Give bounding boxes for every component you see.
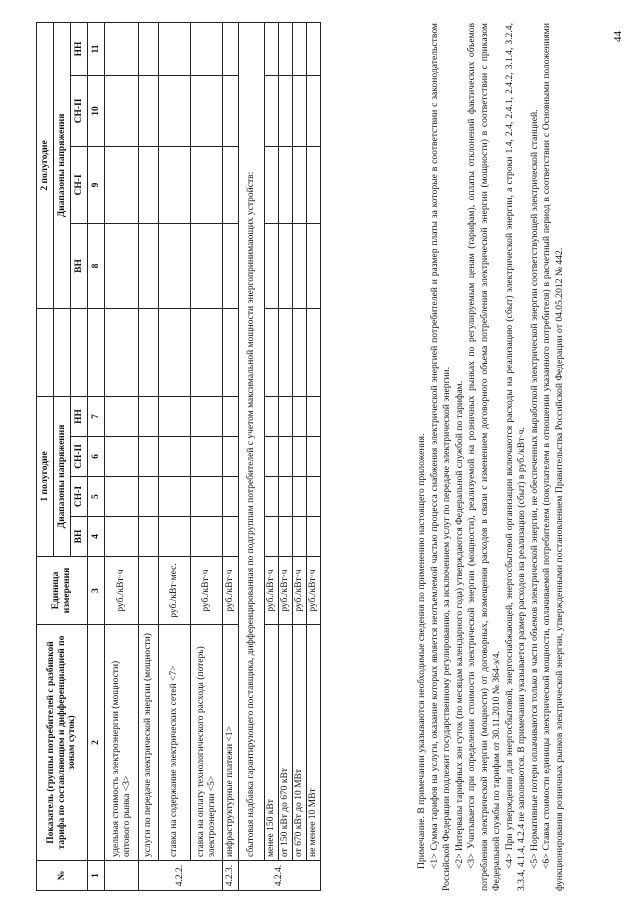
table-row <box>279 22 293 890</box>
table-row <box>191 22 223 890</box>
column-number: 4 <box>88 517 105 557</box>
header-voltage: СН-I <box>71 146 88 223</box>
column-number: 5 <box>88 477 105 517</box>
header-voltage: ВН <box>71 517 88 557</box>
row-indicator: от 670 кВт до 10 МВт <box>293 625 307 861</box>
column-number: 8 <box>88 223 105 308</box>
row-unit: руб./кВт·мес. <box>159 557 191 625</box>
table-row <box>139 22 159 890</box>
header-voltage: НН <box>71 396 88 436</box>
column-number: 2 <box>88 625 105 861</box>
row-number: 4.2.3. <box>223 861 239 891</box>
table-row <box>159 22 191 890</box>
column-number: 11 <box>88 22 105 75</box>
row-indicator: удельная стоимость электроэнергии (мощности) оптового рынка <3> <box>105 625 139 861</box>
column-number: 10 <box>88 75 105 146</box>
header-voltage: НН <box>71 22 88 75</box>
table-row <box>265 22 279 890</box>
note-paragraph: Примечание. В примечании указываются необходимые сведения по применению настоящего приложения. <box>416 433 427 869</box>
note-paragraph: <5> Нормативные потери оплачиваются только в части объемов электрической энергии, не обеспеченных выработкой электрической энергии соответствующей электрической станцией. <box>528 109 540 869</box>
table-row <box>239 22 265 890</box>
row-number: 4.2.4. <box>239 861 321 891</box>
table-row <box>105 22 139 890</box>
row-unit: руб./кВт·ч <box>265 557 279 625</box>
header-voltage-ranges-1: Диапазоны напряжения <box>54 396 71 556</box>
header-half1: 1 полугодие <box>37 396 54 556</box>
table-row <box>223 22 239 890</box>
table-row <box>293 22 307 890</box>
row-unit: руб./кВт·ч <box>279 557 293 625</box>
row-unit <box>139 557 159 625</box>
header-half2: 2 полугодие <box>37 22 54 308</box>
table-row <box>307 22 321 890</box>
header-voltage: СН-II <box>71 75 88 146</box>
header-indicator: Показатель (группы потребителей с разбивкой тарифа по составляющим и дифференциацией по зонам суток) <box>37 625 88 861</box>
row-unit: руб./кВт·ч <box>293 557 307 625</box>
header-voltage: СН-I <box>71 477 88 517</box>
row-indicator: ставка на оплату технологического расхода (потерь) электроэнергии <5> <box>191 625 223 861</box>
row-unit: руб./кВт·ч <box>105 557 139 625</box>
row-indicator: услуги по передаче электрической энергии (мощности) <box>139 625 159 861</box>
row-number: 4.2.2. <box>139 861 223 891</box>
note-paragraph: <6> Ставка стоимости единицы электрической мощности, оплачиваемой потребителем (покупателем в отношении указанного потребителя) в расчетный период в соответствии с Основными положениями функционирования розничных рынков электрической энергии, утвержденными постановлением Правительства Российской Федерации от 04.05.2012 № 442. <box>541 23 565 891</box>
header-voltage: СН-II <box>71 437 88 477</box>
row-indicator: от 150 кВт до 670 кВт <box>279 625 293 861</box>
row-unit: руб./кВт·ч <box>191 557 223 625</box>
note-paragraph: <1> Сумма тарифов на услуги, оказание которых является неотъемлемой частью процесса снабжения электрической энергией потребителей и размер платы за которые в соответствии с законодательством Российской Федерации подлежит государственному регулированию, за исключением услуг по передаче электрической энергии. <box>428 23 452 891</box>
note-paragraph: <4> При утверждении для энергосбытовой, энергоснабжающей, энергосбытовой организации включаются расходы на реализацию (сбыт) электрической энергии, а строки 1.4, 2.4, 2.4.1, 2.4.2, 3.1.4, 3.2.4, 3.3.4, 4.1.4, 4.2.4 не заполняются. В примечании указывается размер расходов на реализацию (сбыт) в руб./кВт·ч. <box>503 23 527 891</box>
row-indicator: ставка на содержание электрических сетей <7> <box>159 625 191 861</box>
header-unit: Единица измерения <box>37 557 88 625</box>
header-no: № <box>37 861 88 891</box>
column-number: 7 <box>88 396 105 436</box>
header-voltage: ВН <box>71 223 88 308</box>
note-paragraph: <2> Интервалы тарифных зон суток (по месяцам календарного года) утверждаются Федеральной службой по тарифам. <box>453 380 465 869</box>
column-number: 1 <box>88 861 105 891</box>
column-number: 6 <box>88 437 105 477</box>
page-number: 44 <box>612 31 624 42</box>
row-indicator: сбытовая надбавка гарантирующего поставщика, дифференцированная по подгруппам потребителей с учетом максимальной мощности энергопринимающих устройств: <box>239 22 265 860</box>
tariff-table <box>36 22 321 891</box>
row-indicator: менее 150 кВт <box>265 625 279 861</box>
column-number: 3 <box>88 557 105 625</box>
column-number: 9 <box>88 146 105 223</box>
footnotes <box>416 23 566 891</box>
row-unit: руб./кВт·ч <box>307 557 321 625</box>
row-unit: руб./кВт·ч <box>223 557 239 625</box>
note-paragraph: <3> Учитывается при определении стоимости электрической энергии (мощности), реализуемой на розничных рынках по регулируемым ценам (тарифам), оплаты отклонений фактических объемов потребления электрической энергии (мощности) от договорных, возмещения расходов в связи с изменением договорного объема потребления электрической энергии (мощности) в соответствии с приказом Федеральной службы по тарифам от 30.11.2010 № 364-э/4. <box>466 23 502 891</box>
row-indicator: не менее 10 МВт <box>307 625 321 861</box>
row-indicator: инфраструктурные платежи <1> <box>223 625 239 861</box>
header-voltage-ranges-2: Диапазоны напряжения <box>54 22 71 308</box>
